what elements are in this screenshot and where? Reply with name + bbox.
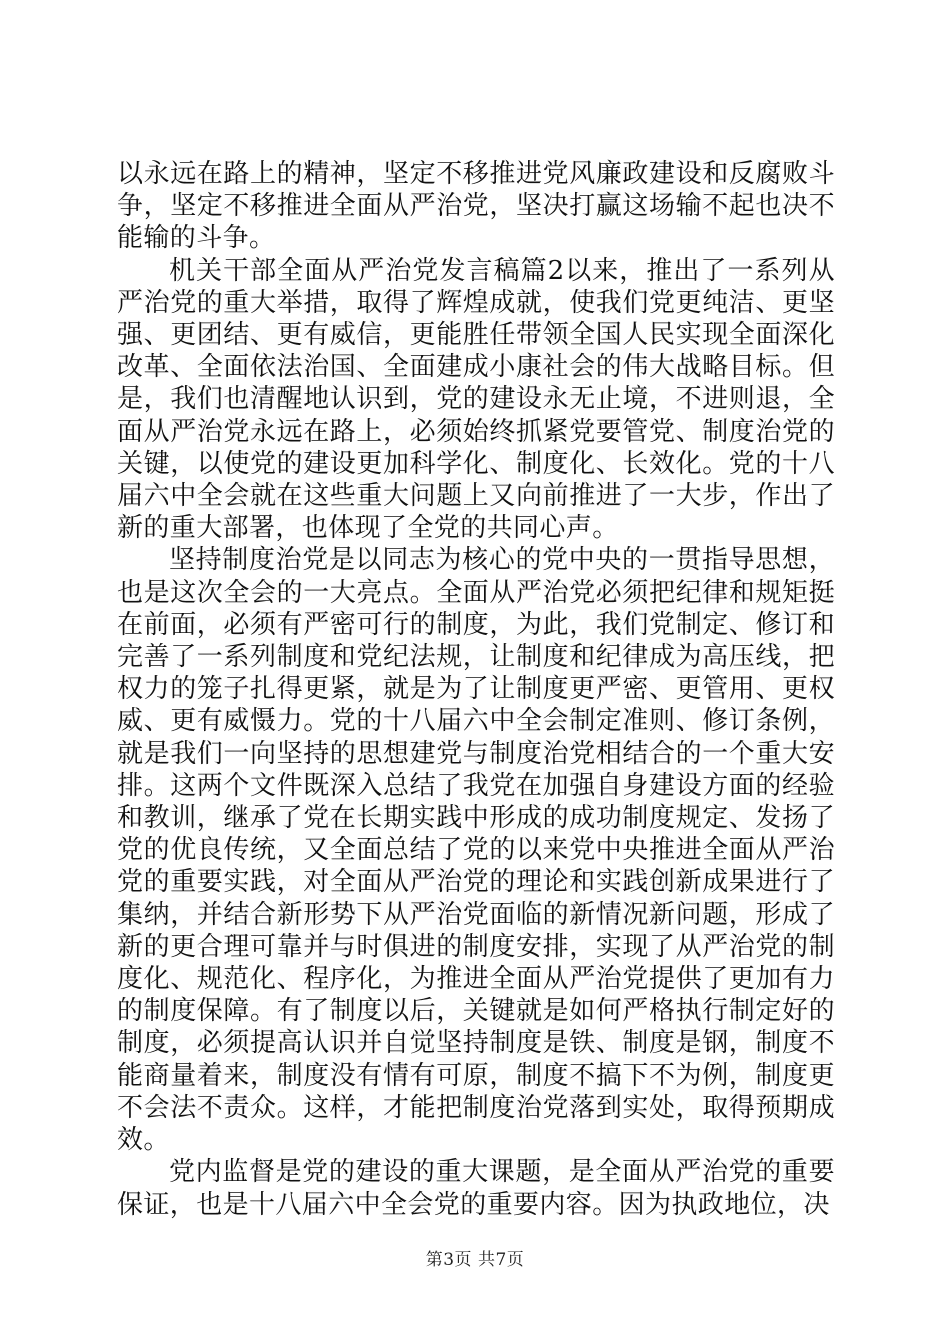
document-body: [117, 158, 835, 1221]
paragraph-3: 坚持制度治党是以同志为核心的党中央的一贯指导思想，也是这次全会的一大亮点。全面从严治党必须把纪律和规矩挺在前面，必须有严密可行的制度，为此，我们党制定、修订和完善了一系列制度和党纪法规，让制度和纪律成为高压线，把权力的笼子扎得更紧，就是为了让制度更严密、更管用、更权威、更有威慑力。党的十八届六中全会制定准则、修订条例，就是我们一向坚持的思想建党与制度治党相结合的一个重大安排。这两个文件既深入总结了我党在加强自身建设方面的经验和教训，继承了党在长期实践中形成的成功制度规定、发扬了党的优良传统，又全面总结了党的以来党中央推进全面从严治党的重要实践，对全面从严治党的理论和实践创新成果进行了集纳，并结合新形势下从严治党面临的新情况新问题，形成了新的更合理可靠并与时俱进的制度安排，实现了从严治党的制度化、规范化、程序化，为推进全面从严治党提供了更加有力的制度保障。有了制度以后，关键就是如何严格执行制定好的制度，必须提高认识并自觉坚持制度是铁、制度是钢，制度不能商量着来，制度没有情有可原，制度不搞下不为例，制度更不会法不责众。这样，才能把制度治党落到实处，取得预期成效。: [117, 545, 835, 1156]
paragraph-1: 以永远在路上的精神，坚定不移推进党风廉政建设和反腐败斗争，坚定不移推进全面从严治党，坚决打赢这场输不起也决不能输的斗争。: [117, 159, 835, 254]
paragraph-4: 党内监督是党的建设的重大课题，是全面从严治党的重要保证，也是十八届六中全会党的重要内容。因为执政地位，决: [117, 1157, 835, 1220]
paragraph-2: 机关干部全面从严治党发言稿篇2以来，推出了一系列从严治党的重大举措，取得了辉煌成就，使我们党更纯洁、更坚强、更团结、更有威信，更能胜任带领全国人民实现全面深化改革、全面依法治国、全面建成小康社会的伟大战略目标。但是，我们也清醒地认识到，党的建设永无止境，不进则退，全面从严治党永远在路上，必须始终抓紧党要管党、制度治党的关键，以使党的建设更加科学化、制度化、长效化。党的十八届六中全会就在这些重大问题上又向前推进了一大步，作出了新的重大部署，也体现了全党的共同心声。: [117, 255, 835, 544]
page-number-footer: 第3页 共7页: [425, 1250, 525, 1270]
